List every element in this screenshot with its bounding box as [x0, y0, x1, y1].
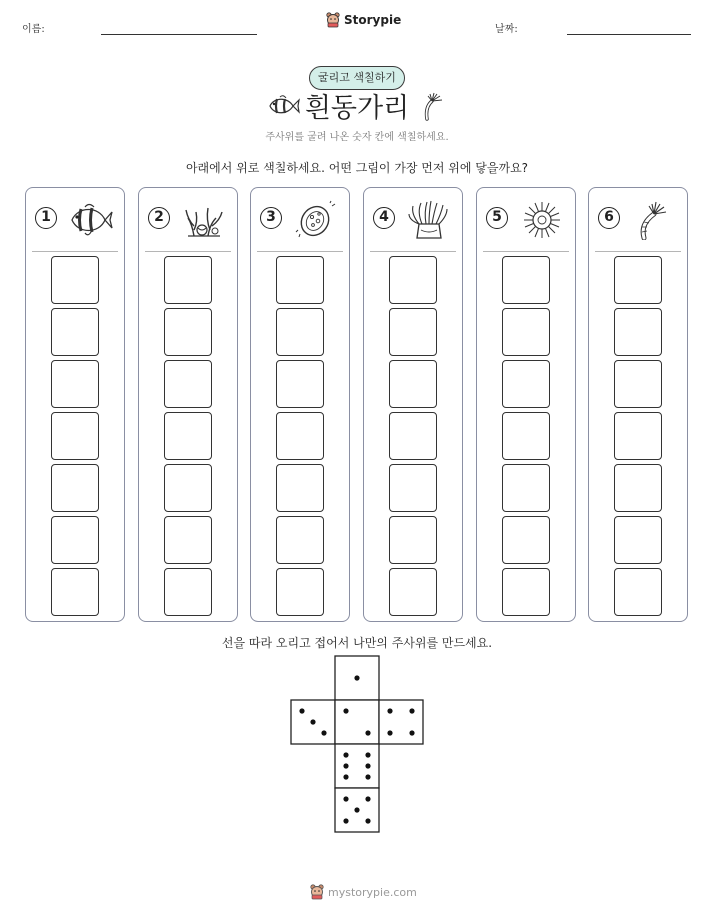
- instruction-text: 아래에서 위로 색칠하세요. 어떤 그림이 가장 먼저 위에 닿을까요?: [185, 161, 529, 175]
- color-box[interactable]: [502, 412, 550, 460]
- coral-icon: [182, 200, 226, 240]
- sea-urchin-icon: [520, 200, 564, 240]
- column-header: [26, 188, 124, 252]
- dice-pip: [343, 752, 348, 757]
- color-box[interactable]: [389, 412, 437, 460]
- storypie-mascot-icon: [310, 884, 324, 900]
- dice-pip: [343, 763, 348, 768]
- color-box[interactable]: [502, 464, 550, 512]
- color-box[interactable]: [276, 516, 324, 564]
- color-box[interactable]: [614, 516, 662, 564]
- dice-face-3: [291, 700, 335, 744]
- color-box[interactable]: [502, 256, 550, 304]
- color-box[interactable]: [276, 308, 324, 356]
- brand-name: Storypie: [344, 13, 402, 27]
- activity-badge: 굴리고 색칠하기: [309, 66, 405, 90]
- page-title: 흰동가리: [304, 93, 410, 124]
- column-header: [139, 188, 237, 252]
- name-label: 이름:: [22, 24, 45, 35]
- sponge-icon: [294, 200, 338, 240]
- cut-instruction: 선을 따라 오리고 접어서 나만의 주사위를 만드세요.: [221, 636, 493, 650]
- color-box[interactable]: [164, 308, 212, 356]
- column-header: [589, 188, 687, 252]
- color-box[interactable]: [276, 360, 324, 408]
- color-box[interactable]: [164, 412, 212, 460]
- column-number: 3: [260, 207, 282, 229]
- column-3: [250, 187, 350, 622]
- color-box[interactable]: [276, 412, 324, 460]
- date-line[interactable]: [567, 34, 691, 35]
- dice-pip: [365, 752, 370, 757]
- dice-pip: [365, 818, 370, 823]
- dice-pip: [365, 763, 370, 768]
- footer: [310, 884, 417, 900]
- color-box[interactable]: [51, 256, 99, 304]
- color-box[interactable]: [389, 360, 437, 408]
- color-box[interactable]: [614, 360, 662, 408]
- dice-pip: [409, 730, 414, 735]
- dice-face-4: [379, 700, 423, 744]
- color-box[interactable]: [614, 464, 662, 512]
- column-number: 1: [35, 207, 57, 229]
- date-label: 날짜:: [495, 24, 518, 35]
- name-line[interactable]: [101, 34, 257, 35]
- dice-pip: [343, 818, 348, 823]
- color-box[interactable]: [502, 568, 550, 616]
- dice-pip: [343, 796, 348, 801]
- color-box[interactable]: [614, 256, 662, 304]
- color-box[interactable]: [276, 256, 324, 304]
- color-box[interactable]: [389, 516, 437, 564]
- color-box[interactable]: [164, 256, 212, 304]
- color-box[interactable]: [51, 464, 99, 512]
- color-box[interactable]: [51, 308, 99, 356]
- dice-pip: [387, 708, 392, 713]
- column-6: [588, 187, 688, 622]
- color-box[interactable]: [389, 568, 437, 616]
- color-box[interactable]: [389, 308, 437, 356]
- column-number: 2: [148, 207, 170, 229]
- column-header: [477, 188, 575, 252]
- column-number: 4: [373, 207, 395, 229]
- dice-pip: [365, 730, 370, 735]
- column-5: [476, 187, 576, 622]
- color-box[interactable]: [51, 568, 99, 616]
- dice-pip: [365, 774, 370, 779]
- column-1: [25, 187, 125, 622]
- column-4: [363, 187, 463, 622]
- color-box[interactable]: [51, 516, 99, 564]
- dice-pip: [387, 730, 392, 735]
- column-header: [251, 188, 349, 252]
- dice-pip: [409, 708, 414, 713]
- dice-pip: [343, 708, 348, 713]
- color-box[interactable]: [389, 256, 437, 304]
- dice-face-5: [335, 788, 379, 832]
- dice-pip: [343, 774, 348, 779]
- column-header: [364, 188, 462, 252]
- subtitle: 주사위를 굴려 나온 숫자 칸에 색칠하세요.: [265, 132, 449, 143]
- color-box[interactable]: [51, 412, 99, 460]
- column-number: 6: [598, 207, 620, 229]
- color-box[interactable]: [614, 308, 662, 356]
- brand-logo: [326, 12, 401, 28]
- color-box[interactable]: [502, 308, 550, 356]
- dice-pip: [354, 807, 359, 812]
- color-box[interactable]: [164, 516, 212, 564]
- color-box[interactable]: [276, 464, 324, 512]
- dice-face-2: [335, 700, 379, 744]
- color-box[interactable]: [164, 360, 212, 408]
- color-box[interactable]: [614, 568, 662, 616]
- color-box[interactable]: [502, 360, 550, 408]
- dice-pip: [321, 730, 326, 735]
- color-box[interactable]: [389, 464, 437, 512]
- color-box[interactable]: [276, 568, 324, 616]
- dice-pip: [354, 675, 359, 680]
- dice-pip: [310, 719, 315, 724]
- dice-pip: [299, 708, 304, 713]
- dice-face-6: [335, 744, 379, 788]
- column-2: [138, 187, 238, 622]
- tube-worm-icon: [632, 200, 676, 240]
- color-box[interactable]: [502, 516, 550, 564]
- clownfish-icon: [69, 200, 113, 240]
- dice-pip: [365, 796, 370, 801]
- color-box[interactable]: [164, 464, 212, 512]
- color-box[interactable]: [614, 412, 662, 460]
- color-box[interactable]: [51, 360, 99, 408]
- color-box[interactable]: [164, 568, 212, 616]
- storypie-mascot-icon: [326, 12, 340, 28]
- column-number: 5: [486, 207, 508, 229]
- dice-face-1: [335, 656, 379, 700]
- anemone-icon: [407, 200, 451, 240]
- tube-worm-icon: [422, 91, 446, 121]
- footer-url[interactable]: mystorypie.com: [328, 885, 417, 899]
